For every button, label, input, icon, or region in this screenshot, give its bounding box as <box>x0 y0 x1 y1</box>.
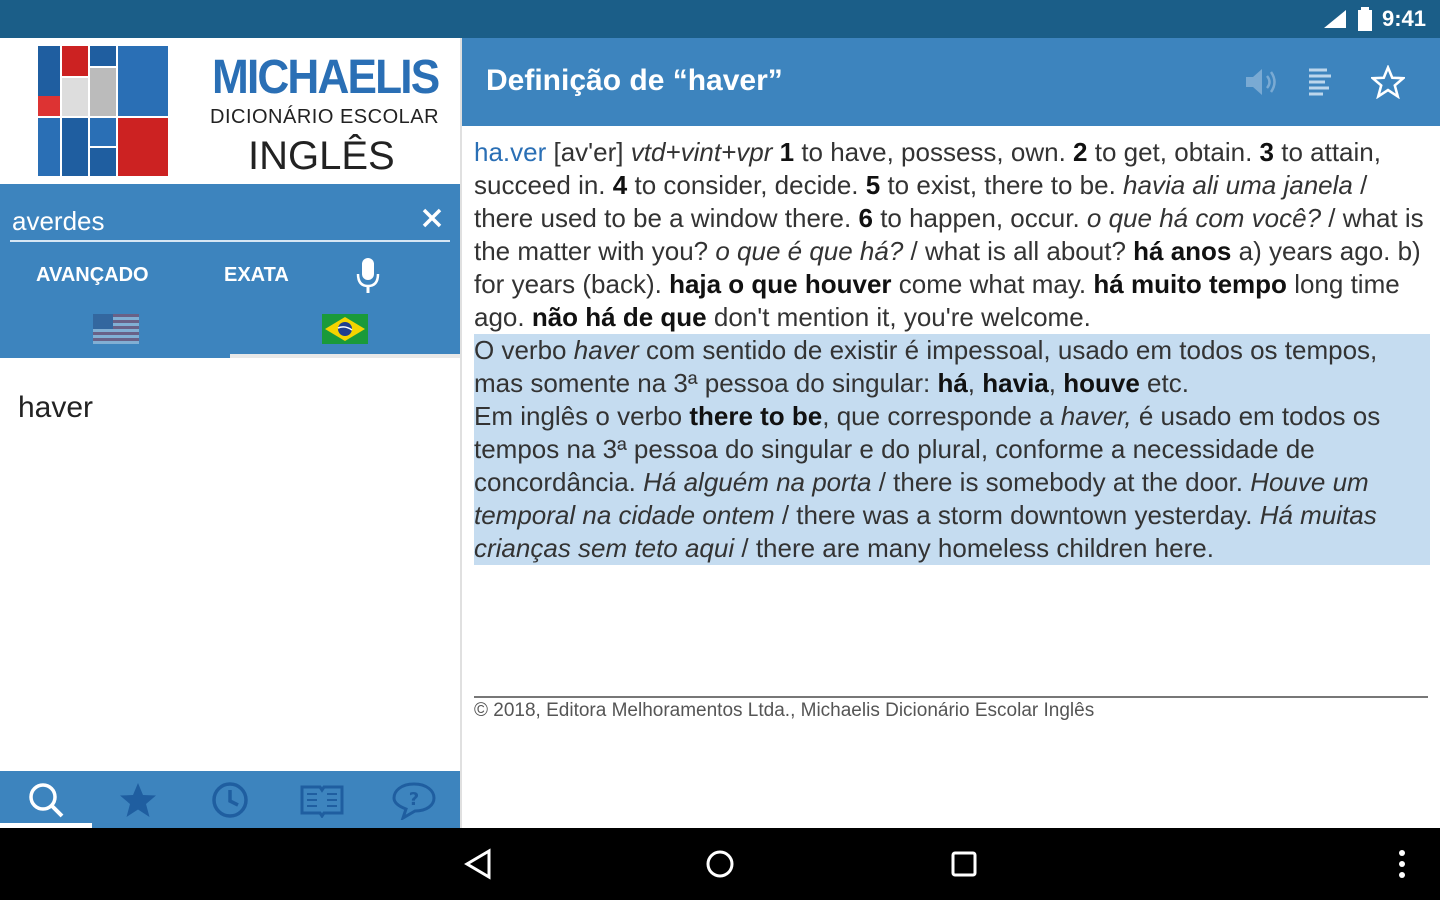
book-icon <box>299 782 345 818</box>
example-english: what is all about? <box>925 236 1126 266</box>
recents-square-icon <box>949 849 979 879</box>
advanced-search-button[interactable]: AVANÇADO <box>36 264 149 286</box>
language-tab-indicator <box>0 354 460 358</box>
sense-text: to get, obtain. <box>1094 137 1253 167</box>
search-icon <box>26 780 66 820</box>
nav-search-button[interactable] <box>0 771 92 828</box>
michaelis-logo <box>38 46 168 176</box>
note-example-portuguese: Há muitas crianças sem teto aqui <box>474 500 1377 563</box>
back-button[interactable] <box>456 842 500 886</box>
phrase-definition: a) years ago. b) for years (back). <box>474 236 1421 299</box>
headword: ha.ver <box>474 137 547 167</box>
brazil-flag-icon[interactable] <box>322 314 368 344</box>
clock-icon <box>210 780 250 820</box>
note-italic: haver <box>573 335 639 365</box>
search-input[interactable] <box>10 202 450 242</box>
definition-text <box>474 136 1430 565</box>
us-flag-icon[interactable] <box>93 314 139 344</box>
nav-favorites-button[interactable] <box>92 771 184 828</box>
example-portuguese: havia ali uma janela <box>1123 170 1353 200</box>
brand-language: INGLÊS <box>248 134 395 178</box>
sense-text: to attain, succeed in. <box>474 137 1381 200</box>
note-example-portuguese: Houve um temporal na cidade ontem <box>474 467 1369 530</box>
nav-dictionary-button[interactable] <box>276 771 368 828</box>
note-text: O verbo <box>474 335 567 365</box>
sense-number: 2 <box>1073 137 1088 167</box>
home-circle-icon <box>704 848 736 880</box>
speaker-icon <box>1242 66 1278 98</box>
bottom-navigation <box>0 771 460 828</box>
svg-text:?: ? <box>408 788 420 810</box>
sense-number: 4 <box>612 170 628 200</box>
sense-number: 6 <box>858 203 873 233</box>
copyright-notice: © 2018, Editora Melhoramentos Ltda., Michaelis Dicionário Escolar Inglês <box>474 700 1095 721</box>
nav-help-button[interactable] <box>368 771 460 828</box>
phrase: haja o que houver <box>669 269 892 299</box>
signal-icon <box>1322 8 1348 30</box>
sense-text: to exist, there to be. <box>887 170 1116 200</box>
usage-note <box>474 334 1430 565</box>
note-example-english: / there is somebody at the door. <box>878 467 1243 497</box>
sense-text: to happen, occur. <box>880 203 1080 233</box>
audio-button[interactable] <box>1240 62 1280 102</box>
copyright-divider <box>474 696 1428 698</box>
brand-subtitle: DICIONÁRIO ESCOLAR <box>210 106 440 128</box>
brand-header <box>0 38 460 184</box>
status-indicators <box>1322 6 1426 32</box>
sense-text: to consider, decide. <box>634 170 859 200</box>
example-portuguese: o que há com você? <box>1086 203 1322 233</box>
definition-main: ha.ver [av'er] vtd+vint+vpr 1 to have, possess, own. 2 to get, obtain. 3 to attain, succeed in. 4 to consider, decide. 5 to exist, there to be. havia ali uma janela / there used to be a window there. 6 to happen, occur. o que há com você? / what is the matter with you? o que é que há? / what is all about? há anos a) years ago. b) for years (back). haja o que houver come what may. há muito tempo long time ago. não há de que don't mention it, you're welcome. <box>474 137 1424 332</box>
note-bold: houve <box>1063 368 1140 398</box>
page-title: Definição de “haver” <box>486 64 783 97</box>
example-english: there used to be a window there. <box>474 203 852 233</box>
phrase: não há de que <box>531 302 707 332</box>
close-icon <box>421 207 443 229</box>
phrase-definition: come what may. <box>898 269 1087 299</box>
note-italic: haver, <box>1060 401 1132 431</box>
favorite-button[interactable] <box>1368 62 1408 102</box>
chat-question-icon <box>391 780 437 820</box>
note-text: é usado em todos os tempos na 3ª pessoa do singular e do plural, conforme a necessidade de concordância. <box>474 401 1381 497</box>
pronunciation: [av'er] <box>553 137 624 167</box>
note-text: etc. <box>1147 368 1189 398</box>
note-example-english: / there are many homeless children here. <box>741 533 1214 563</box>
star-icon <box>118 780 158 820</box>
system-navigation-bar <box>0 828 1440 900</box>
more-vertical-icon <box>1397 848 1407 880</box>
exact-search-button[interactable]: EXATA <box>224 264 289 286</box>
overflow-menu-button[interactable] <box>1380 842 1424 886</box>
nav-history-button[interactable] <box>184 771 276 828</box>
back-triangle-icon <box>463 848 493 880</box>
result-list <box>0 368 460 448</box>
sense-number: 3 <box>1259 137 1274 167</box>
note-text: , que corresponde a <box>822 401 1054 431</box>
sense-number: 5 <box>865 170 881 200</box>
note-example-portuguese: Há alguém na porta <box>643 467 872 497</box>
note-bold: havia <box>982 368 1049 398</box>
brand-title: MICHAELIS <box>212 51 439 104</box>
note-bold: há <box>937 368 968 398</box>
example-english: what is the matter with you? <box>474 203 1424 266</box>
clock: 9:41 <box>1381 6 1426 31</box>
grammar-label: vtd+vint+vpr <box>630 137 773 167</box>
sense-text: to have, possess, own. <box>801 137 1066 167</box>
phrase-definition: don't mention it, you're welcome. <box>713 302 1091 332</box>
status-bar <box>0 0 1440 38</box>
phrase: há muito tempo <box>1093 269 1287 299</box>
note-text: com sentido de existir é impessoal, usado em todos os tempos, mas somente na 3ª pessoa do singular: <box>474 335 1378 398</box>
text-size-button[interactable] <box>1302 62 1342 102</box>
note-text: Em inglês o verbo <box>474 401 683 431</box>
recents-button[interactable] <box>942 842 986 886</box>
search-controls <box>0 184 460 354</box>
phrase-definition: long time ago. <box>474 269 1400 332</box>
definition-toolbar <box>462 38 1440 126</box>
sense-number: 1 <box>779 137 795 167</box>
note-example-english: / there was a storm downtown yesterday. <box>781 500 1253 530</box>
microphone-icon[interactable] <box>356 258 380 294</box>
note-text: , <box>967 368 976 398</box>
clear-search-button[interactable] <box>418 206 446 234</box>
battery-icon <box>1358 7 1372 31</box>
text-format-icon <box>1305 65 1339 99</box>
list-item[interactable]: haver <box>18 391 94 424</box>
search-panel <box>0 38 460 828</box>
definition-panel <box>462 38 1440 828</box>
example-portuguese: o que é que há? <box>715 236 904 266</box>
home-button[interactable] <box>698 842 742 886</box>
note-text: , <box>1048 368 1056 398</box>
star-outline-icon <box>1371 65 1405 99</box>
note-bold: there to be <box>689 401 823 431</box>
phrase: há anos <box>1133 236 1232 266</box>
